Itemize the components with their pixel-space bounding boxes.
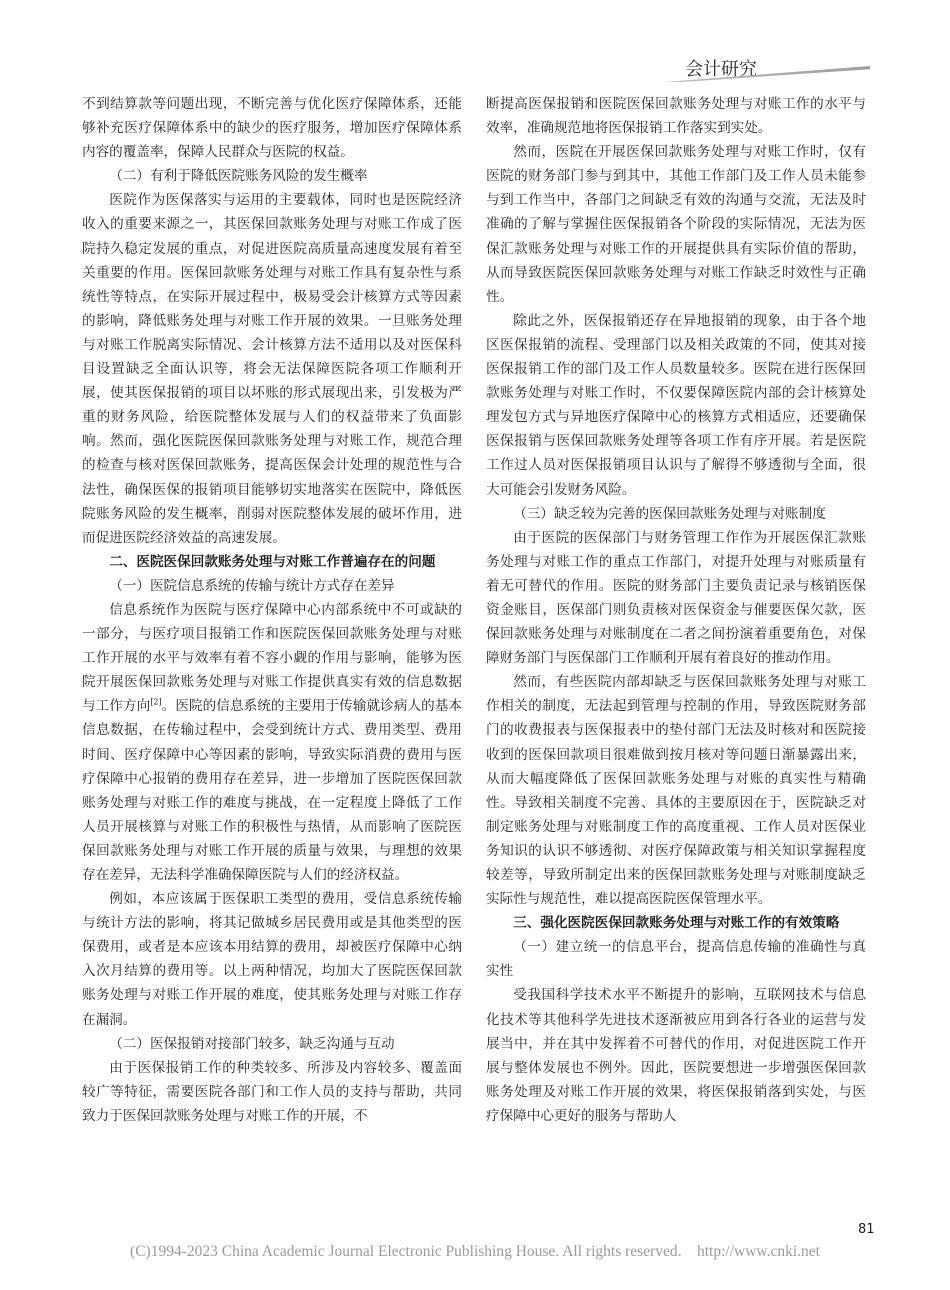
journal-section-label: 会计研究 [685, 59, 757, 80]
paragraph: 医院作为医保落实与运用的主要载体，同时也是医院经济收入的重要来源之一，其医保回款账务处理与对账工作成了医院持久稳定发展的重点，对促进医院高质量高速度发展有着至关重要的作用。医保回款账务处理与对账工作具有复杂性与系统性等特点，在实际开展过程中，极易受会计核算方式等因素的影响，降低账务处理与对账工作开展的效果。一旦账务处理与对账工作脱离实际情况、会计核算方法不适用以及对医保科目设置缺乏全面认识等，将会无法保障医院各项工作顺利开展，使其医保报销的项目以坏账的形式展现出来，引发极为严重的财务风险，给医院整体发展与人们的权益带来了负面影响。然而，强化医院医保回款账务处理与对账工作，规范合理的检查与核对医保回款账务，提高医保会计处理的规范性与合法性，确保医保的报销项目能够切实地落实在医院中，降低医院账务风险的发生概率，削弱对医院整体发展的破坏作用，进而促进医院经济效益的高速发展。 [82, 192, 462, 546]
paragraph-text: 信息系统作为医院与医疗保障中心内部系统中不可或缺的一部分，与医疗项目报销工作和医院医保回款账务处理与对账工作开展的水平与效率有着不容小觑的作用与影响，能够为医院开展医保回款账务处理与对账工作提供真实有效的信息数据与工作方向 [82, 601, 462, 715]
right-column [486, 92, 866, 1128]
paragraph: 然而，医院在开展医保回款账务处理与对账工作时，仅有医院的财务部门参与到其中，其他工作部门及工作人员未能参与到工作当中，各部门之间缺乏有效的沟通与交流，无法及时准确的了解与掌握住医保报销各个阶段的实际情况，无法为医保汇款账务处理与对账工作的开展提供具有实际价值的帮助，从而导致医院医保回款账务处理与对账工作缺乏时效性与正确性。 [486, 144, 866, 305]
subsection-heading: （二）有利于降低医院账务风险的发生概率 [109, 168, 368, 185]
paragraph: 断提高医保报销和医院医保回款账务处理与对账工作的水平与效率，准确规范地将医保报销工作落实到实处。 [486, 96, 866, 137]
paragraph: 由于医院的医保部门与财务管理工作作为开展医保汇款账务处理与对账工作的重点工作部门，对提升处理与对账质量有着无可替代的作用。医院的财务部门主要负责记录与核销医保资金账目，医保部门则负责核对医保资金与催要医保欠款，医保回款账务处理与对账制度在二者之间扮演着重要角色，对保障财务部门与医保部门工作顺利开展有着良好的推动作用。 [486, 529, 866, 667]
subsection-heading: （三）缺乏较为完善的医保回款账务处理与对账制度 [513, 505, 826, 522]
paragraph-text: 。医院的信息系统的主要用于传输就诊病人的基本信息数据，在传输过程中，会受到统计方式、费用类型、费用时间、医疗保障中心等因素的影响，导致实际消费的费用与医疗保障中心报销的费用存在差异，进一步增加了医院医保回款账务处理与对账工作的难度与挑战，在一定程度上降低了工作人员开展核算与对账工作的积极性与热情，从而影响了医院医保回款账务处理与对账工作开展的质量与效果，与理想的效果存在差异，无法科学准确保障医院与人们的经济权益。 [82, 698, 463, 883]
paragraph: 然而，有些医院内部却缺乏与医保回款账务处理与对账工作相关的制度，无法起到管理与控制的作用，导致医院财务部门的收费报表与医保报表中的垫付部门无法及时核对和医院接收到的医保回款项目很难做到按月核对等问题日渐暴露出来，从而大幅度降低了医保回款账务处理与对账的真实性与精确性。导致相关制度不完善、具体的主要原因在于，医院缺乏对制定账务处理与对账制度工作的高度重视、工作人员对医保业务知识的认识不够透彻、对医疗保障政策与相关知识掌握程度较差等，导致所制定出来的医保回款账务处理与对账制度缺乏实际性与规范性，难以提高医院医保管理水平。 [486, 674, 866, 908]
section-heading: 二、医院医保回款账务处理与对账工作普遍存在的问题 [109, 553, 436, 570]
copyright-notice: (C)1994-2023 China Academic Journal Electronic Publishing House. All rights reserved. [130, 1243, 682, 1260]
section-heading: 三、强化医院医保回款账务处理与对账工作的有效策略 [513, 915, 840, 932]
paragraph [82, 598, 462, 887]
paragraph: 例如，本应该属于医保职工类型的费用，受信息系统传输与统计方法的影响，将其记做城乡居民费用或是其他类型的医保费用，或者是本应该本用结算的费用，却被医疗保障中心纳入次月结算的费用等。以上两种情况，均加大了医院医保回款账务处理与对账工作开展的难度，使其账务处理与对账工作存在漏洞。 [82, 891, 462, 1028]
footer [0, 1243, 950, 1261]
paragraph: 除此之外，医保报销还存在异地报销的现象，由于各个地区医保报销的流程、受理部门以及相关政策的不同，使其对接医保报销工作的部门及工作人员数量较多。医院在进行医保回款账务处理与对账工作时，不仅要保障医院内部的会计核算处理发包方式与异地医疗保障中心的核算方式相适应，还要确保医保报销与医保回款账务处理等各项工作有序开展。若是医院工作过人员对医保报销项目认识与了解得不够透彻与全面，很大可能会引发财务风险。 [486, 312, 866, 498]
subsection-heading: （二）医保报销对接部门较多，缺乏沟通与互动 [109, 1035, 395, 1052]
citation: [2] [150, 697, 162, 707]
subsection-heading: （一）建立统一的信息平台，提高信息传输的准确性与真实性 [486, 939, 866, 980]
subsection-heading: （一）医院信息系统的传输与统计方式存在差异 [109, 577, 395, 594]
paragraph: 受我国科学技术水平不断提升的影响，互联网技术与信息化技术等其他科学先进技术逐渐被应用到各行各业的运营与发展当中，并在其中发挥着不可替代的作用，对促进医院工作开展与整体发展也不例外。因此，医院要想进一步增强医保回款账务处理及对账工作开展的效果，将医保报销落到实处，与医疗保障中心更好的服务与帮助人 [486, 987, 866, 1124]
left-column [82, 92, 462, 1128]
page-number: 81 [858, 1222, 875, 1237]
footer-url: http://www.cnki.net [696, 1243, 820, 1260]
paragraph: 不到结算款等问题出现，不断完善与优化医疗保障体系，还能够补充医疗保障体系中的缺少的医疗服务，增加医疗保障体系内容的覆盖率，保障人民群众与医院的权益。 [82, 96, 462, 161]
paragraph: 由于医保报销工作的种类较多、所涉及内容较多、覆盖面较广等特征，需要医院各部门和工作人员的支持与帮助，共同致力于医保回款账务处理与对账工作的开展，不 [82, 1059, 462, 1124]
